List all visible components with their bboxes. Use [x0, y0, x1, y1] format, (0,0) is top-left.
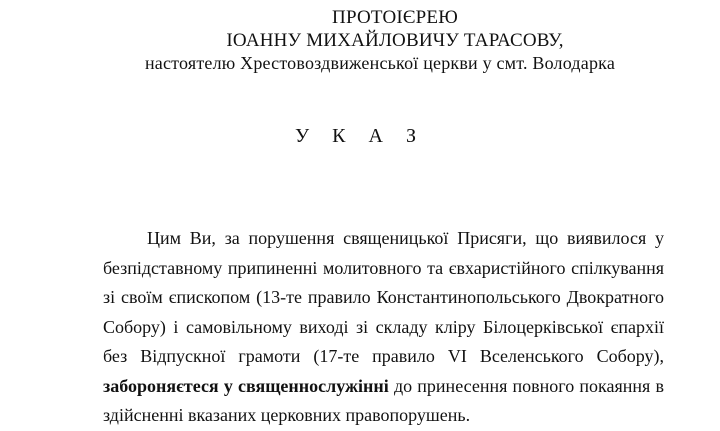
paragraph-text-start: Цим Ви, за порушення священицької Присяги, що виявилося у безпідставному припиненні молитовного та євхаристійного спілкування зі своїм єпископом (13-те правило Константинопольського Двократного Собору) і самовільному виході зі складу кліру Білоцерківської єпархії без Відпускної грамоти (17-те правило VI Вселенського Собору), [103, 228, 664, 366]
paragraph-text-end: до принесення повного покаяння в здійсненні вказаних церковних правопорушень. [103, 375, 664, 425]
document-title: У К А З [295, 125, 425, 147]
addressee-position: настоятелю Хрестовоздвиженської церкви у смт. Володарка [144, 53, 616, 73]
decree-paragraph [103, 224, 664, 431]
addressee-block [144, 6, 630, 75]
paragraph-bold-phrase: забороняєтеся у священнослужінні [103, 375, 389, 396]
addressee-rank: ПРОТОІЄРЕЮ [332, 7, 458, 28]
addressee-name: ІОАННУ МИХАЙЛОВИЧУ ТАРАСОВУ, [226, 30, 564, 51]
